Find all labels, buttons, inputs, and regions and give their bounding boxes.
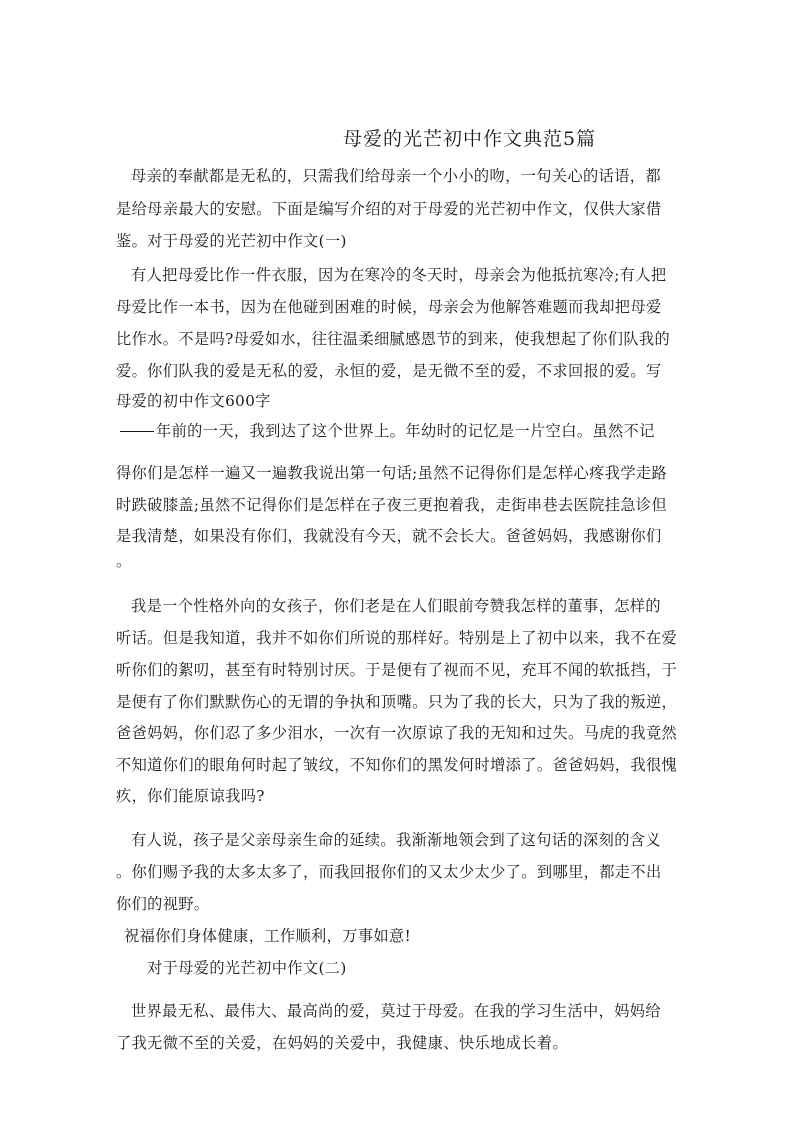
text-line: 听你们的絮叨，甚至有时特别讨厌。于是便有了视而不见，充耳不闻的软抵挡，于 [116, 661, 678, 679]
text-line: 母爱比作一本书，因为在他碰到困难的时候，母亲会为他解答难题而我却把母爱 [116, 298, 662, 316]
text-line: 。 [116, 552, 132, 570]
text-line: 听话。但是我知道，我并不如你们所说的那样好。特别是上了初中以来，我不在爱 [116, 629, 678, 647]
text-line: 爸爸妈妈，你们忍了多少泪水，一次有一次原谅了我的无知和过失。马虎的我竟然 [116, 724, 678, 742]
text-line: 时跌破膝盖;虽然不记得你们是怎样在子夜三更抱着我，走街串巷去医院挂急诊但 [116, 496, 668, 514]
text-line: 我是一个性格外向的女孩子，你们老是在人们眼前夸赞我怎样的董事，怎样的 [131, 597, 661, 615]
text-line: 有人把母爱比作一件衣服，因为在寒冷的冬天时，母亲会为他抵抗寒冷;有人把 [131, 266, 667, 284]
text-line: 对于母爱的光芒初中作文(二) [147, 959, 347, 977]
text-line: 得你们是怎样一遍又一遍教我说出第一句话;虽然不记得你们是怎样心疼我学走路 [116, 464, 668, 482]
text-line: 祝福你们身体健康，工作顺利，万事如意! [124, 927, 412, 945]
text-line: 疚，你们能原谅我吗? [116, 787, 265, 805]
text-line: 了我无微不至的关爱，在妈妈的关爱中，我健康、快乐地成长着。 [116, 1034, 569, 1052]
text-line-content: 年前的一天，我到达了这个世界上。年幼时的记忆是一片空白。虽然不记 [156, 422, 655, 440]
text-line: 你们的视野。 [116, 895, 210, 913]
text-line: 世界最无私、最伟大、最高尚的爱，莫过于母爱。在我的学习生活中，妈妈给 [131, 1002, 661, 1020]
text-line: 母爱的初中作文600字 [116, 392, 271, 410]
text-line: 是我清楚，如果没有你们，我就没有今天，就不会长大。爸爸妈妈，我感谢你们 [116, 527, 662, 545]
fill-in-blank [120, 431, 154, 432]
text-line: 不知道你们的眼角何时起了皱纹，不知你们的黑发何时增添了。爸爸妈妈，我很愧 [116, 756, 678, 774]
text-line: 爱。你们队我的爱是无私的爱，永恒的爱，是无微不至的爱，不求回报的爱。写 [116, 362, 662, 380]
text-line: 是给母亲最大的安慰。下面是编写介绍的对于母爱的光芒初中作文，仅供大家借 [116, 200, 662, 218]
document-title: 母爱的光芒初中作文典范5篇 [343, 128, 597, 150]
text-line: 有人说，孩子是父亲母亲生命的延续。我渐渐地领会到了这句话的深刻的含义 [131, 831, 661, 849]
text-line: 是便有了你们默默伤心的无谓的争执和顶嘴。只为了我的长大，只为了我的叛逆， [116, 693, 678, 711]
text-line: 母亲的奉献都是无私的，只需我们给母亲一个小小的吻，一句关心的话语，都 [131, 167, 661, 185]
text-line: 鉴。对于母爱的光芒初中作文(一) [116, 232, 347, 250]
text-line [120, 420, 655, 441]
text-line: 比作水。不是吗?母爱如水，往往温柔细腻感恩节的到来，使我想起了你们队我的 [116, 330, 671, 348]
text-line: 。你们赐予我的太多太多了，而我回报你们的又太少太少了。到哪里，都走不出 [116, 863, 662, 881]
